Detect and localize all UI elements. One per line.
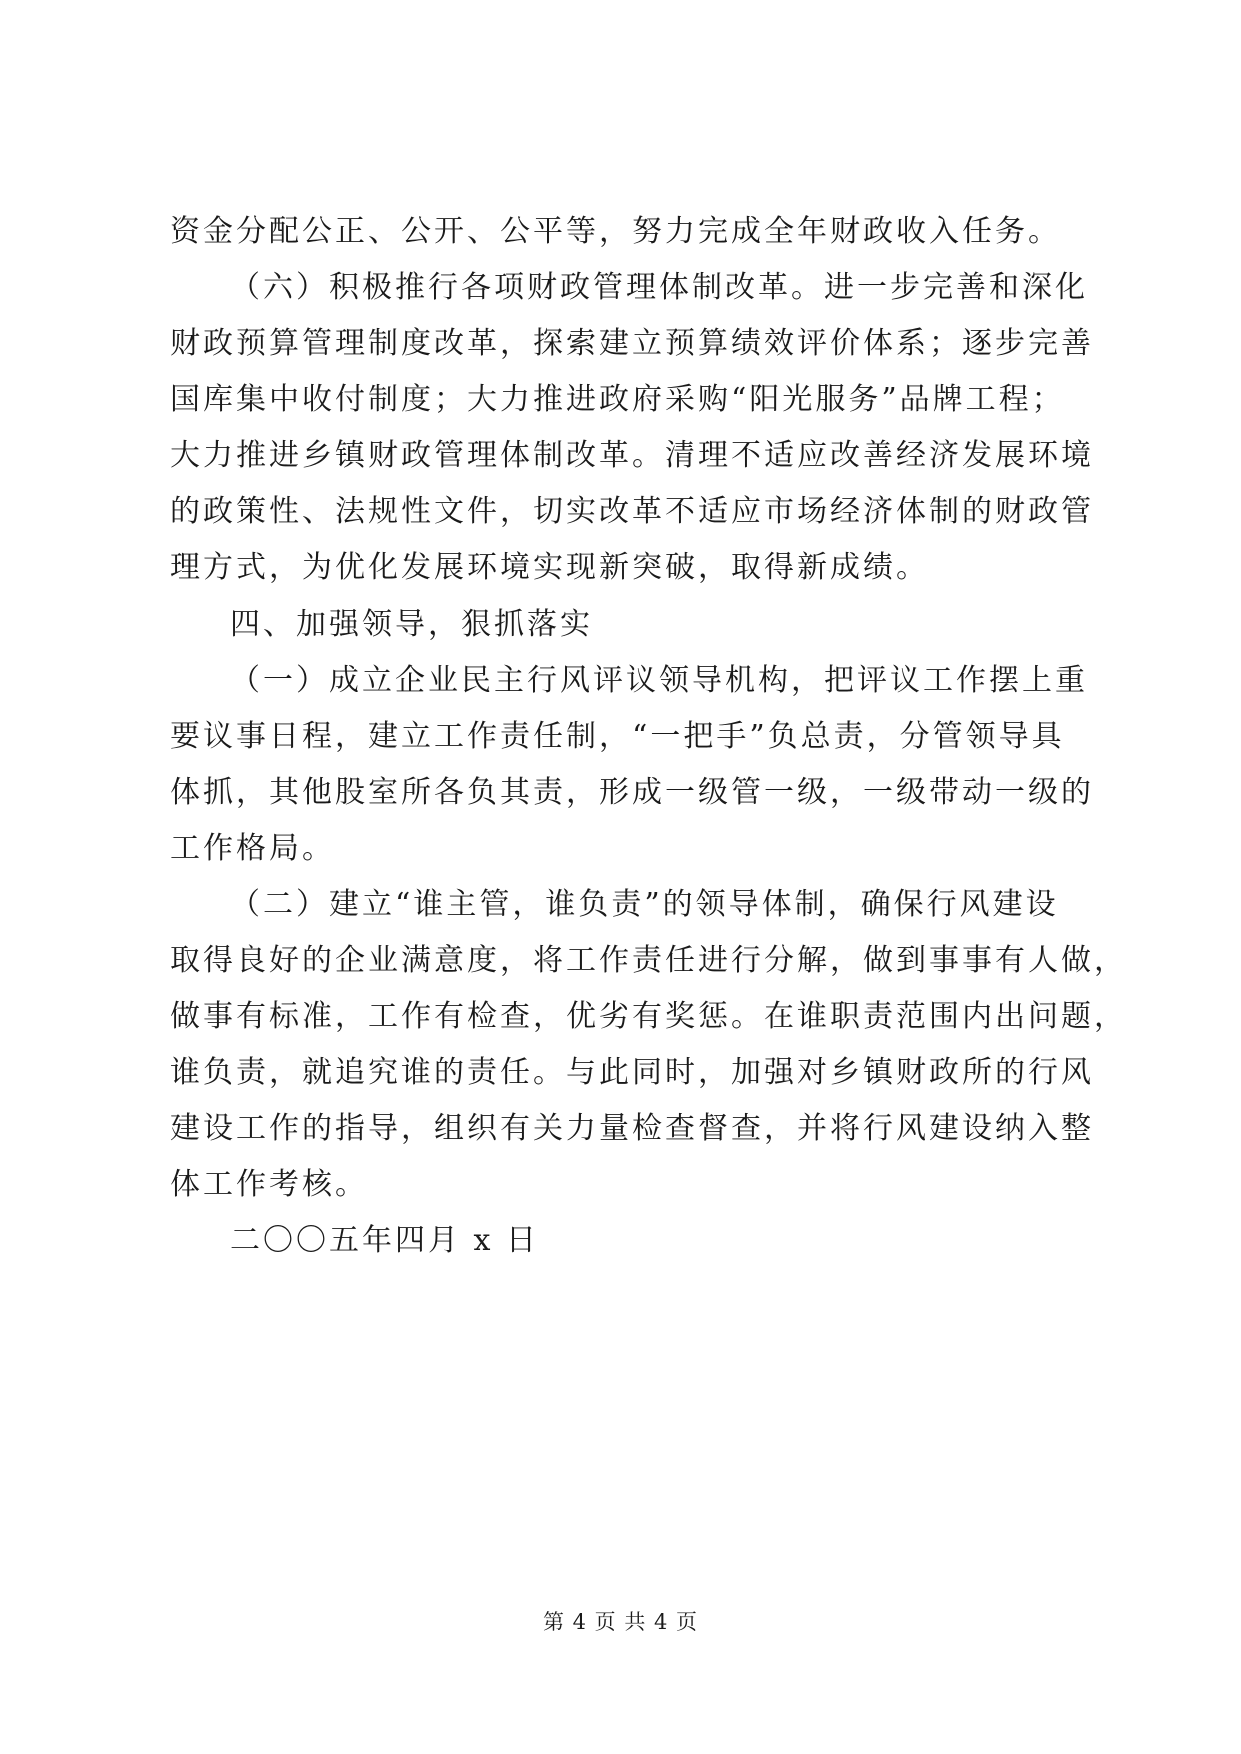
text-line: 资金分配公正、公开、公平等，努力完成全年财政收入任务。: [170, 214, 1061, 249]
text-line: 的政策性、法规性文件，切实改革不适应市场经济体制的财政管: [170, 494, 1094, 529]
text-line: 国库集中收付制度；大力推进政府采购“阳光服务”品牌工程；: [170, 382, 1065, 417]
page-number-footer: 第 4 页 共 4 页: [542, 1610, 699, 1634]
text-line: 大力推进乡镇财政管理体制改革。清理不适应改善经济发展环境: [170, 438, 1094, 473]
text-line: （六）积极推行各项财政管理体制改革。进一步完善和深化: [230, 270, 1088, 305]
text-line: 理方式，为优化发展环境实现新突破，取得新成绩。: [170, 550, 929, 585]
section-heading: 四、加强领导，狠抓落实: [230, 607, 593, 642]
text-line: 取得良好的企业满意度，将工作责任进行分解，做到事事有人做，: [170, 943, 1127, 978]
text-line: （一）成立企业民主行风评议领导机构，把评议工作摆上重: [230, 663, 1088, 698]
text-line: 做事有标准，工作有检查，优劣有奖惩。在谁职责范围内出问题，: [170, 999, 1127, 1034]
text-line: 财政预算管理制度改革，探索建立预算绩效评价体系；逐步完善: [170, 326, 1094, 361]
text-line: 谁负责，就追究谁的责任。与此同时，加强对乡镇财政所的行风: [170, 1055, 1094, 1090]
date-line: 二〇〇五年四月 x 日: [230, 1223, 539, 1258]
text-line: 工作格局。: [170, 831, 335, 866]
text-line: 要议事日程，建立工作责任制，“一把手”负总责，分管领导具: [170, 719, 1065, 754]
text-line: 体抓，其他股室所各负其责，形成一级管一级，一级带动一级的: [170, 775, 1094, 810]
text-line: 体工作考核。: [170, 1167, 368, 1202]
text-line: 建设工作的指导，组织有关力量检查督查，并将行风建设纳入整: [170, 1111, 1094, 1146]
text-line: （二）建立“谁主管，谁负责”的领导体制，确保行风建设: [230, 887, 1059, 922]
